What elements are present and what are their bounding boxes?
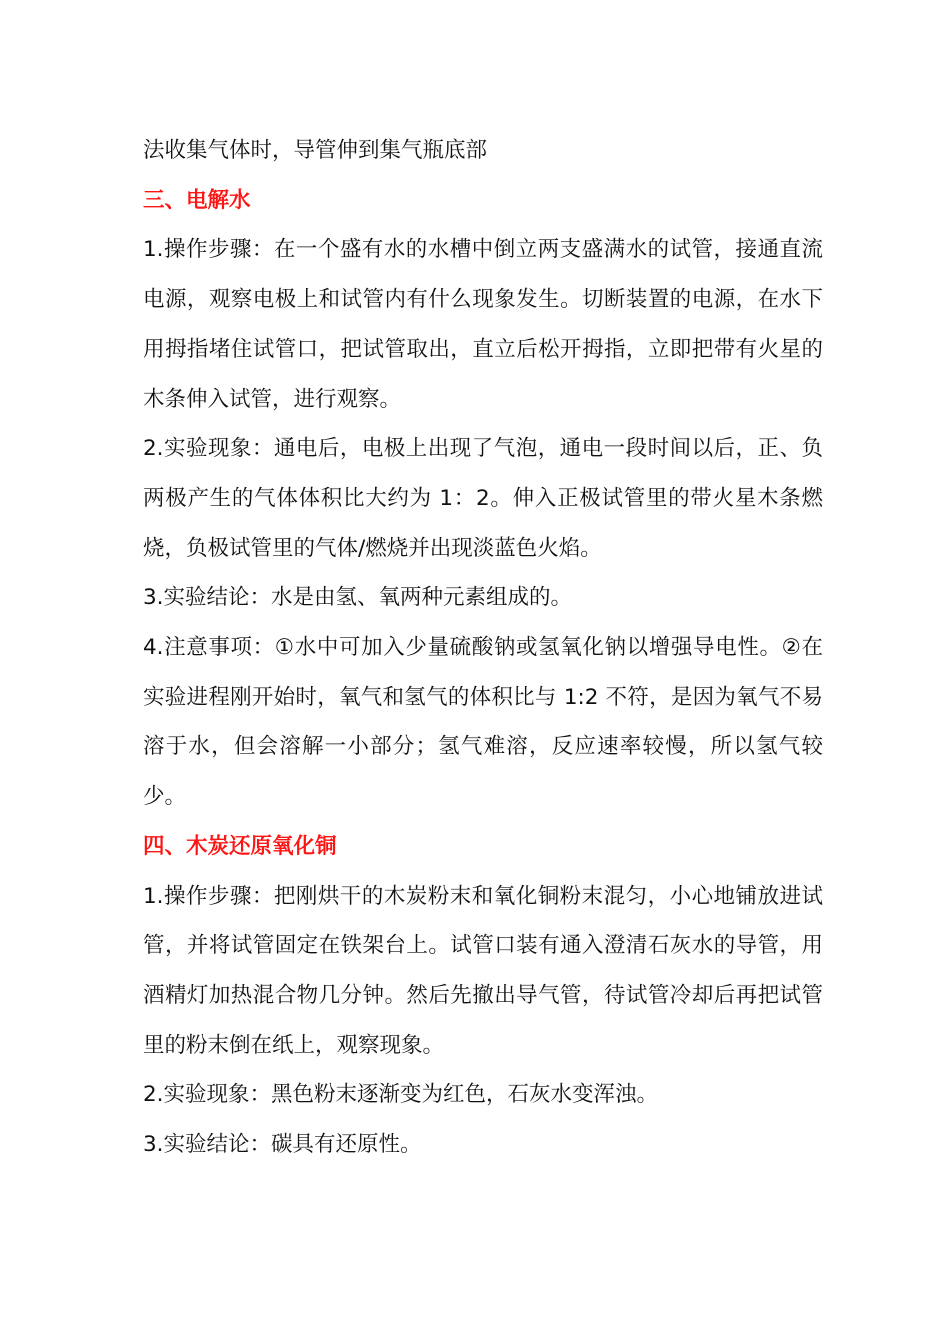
document-body (143, 126, 823, 1170)
section-heading-electrolysis: 三、电解水 (143, 187, 251, 213)
electrolysis-procedure: 1.操作步骤：在一个盛有水的水槽中倒立两支盛满水的试管，接通直流电源，观察电极上和试管内有什么现象发生。切断装置的电源，在水下用拇指堵住试管口，把试管取出，直立后松开拇指，立即把带有火星的木条伸入试管，进行观察。 (143, 237, 823, 412)
section-heading-charcoal-reduction: 四、木炭还原氧化铜 (143, 833, 337, 859)
electrolysis-conclusion: 3.实验结论：水是由氢、氧两种元素组成的。 (143, 585, 573, 611)
charcoal-phenomenon: 2.实验现象：黑色粉末逐渐变为红色，石灰水变浑浊。 (143, 1082, 659, 1108)
continuation-paragraph: 法收集气体时，导管伸到集气瓶底部 (143, 138, 488, 163)
charcoal-procedure: 1.操作步骤：把刚烘干的木炭粉末和氧化铜粉末混匀，小心地铺放进试管，并将试管固定在铁架台上。试管口装有通入澄清石灰水的导管，用酒精灯加热混合物几分钟。然后先撤出导气管，待试管冷却后再把试管里的粉末倒在纸上，观察现象。 (143, 883, 823, 1058)
electrolysis-notes: 4.注意事项：①水中可加入少量硫酸钠或氢氧化钠以增强导电性。②在实验进程刚开始时，氧气和氢气的体积比与 1:2 不符，是因为氧气不易溶于水，但会溶解一小部分；氢气难溶，反应速率较慢，所以氢气较少。 (143, 635, 823, 810)
charcoal-conclusion: 3.实验结论：碳具有还原性。 (143, 1132, 422, 1158)
electrolysis-phenomenon: 2.实验现象：通电后，电极上出现了气泡，通电一段时间以后，正、负两极产生的气体体积比大约为 1：2。伸入正极试管里的带火星木条燃烧，负极试管里的气体/燃烧并出现淡蓝色火焰。 (143, 436, 823, 561)
